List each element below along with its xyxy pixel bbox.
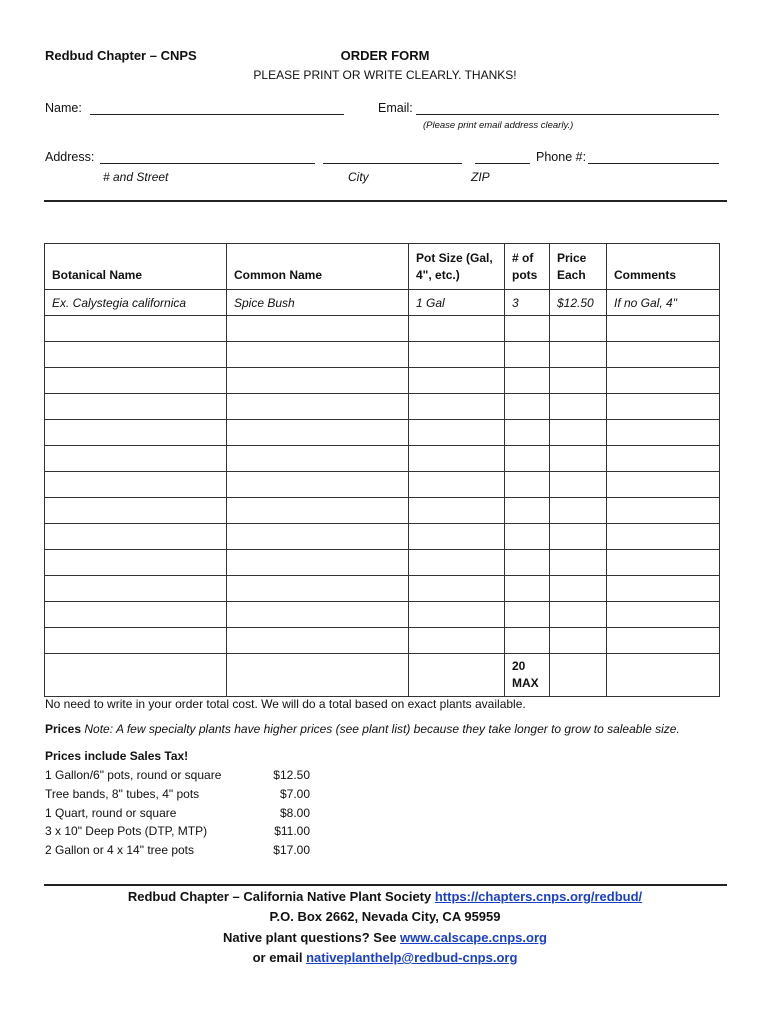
table-cell[interactable]	[607, 342, 720, 368]
table-row[interactable]	[45, 472, 720, 498]
email-label: Email:	[378, 101, 413, 115]
price-item: 2 Gallon or 4 x 14" tree pots	[45, 843, 195, 857]
table-cell[interactable]	[607, 628, 720, 654]
table-row[interactable]	[45, 602, 720, 628]
email-link[interactable]: nativeplanthelp@redbud-cnps.org	[306, 950, 518, 965]
table-cell[interactable]	[505, 550, 550, 576]
table-cell[interactable]	[505, 368, 550, 394]
table-cell[interactable]	[550, 446, 607, 472]
footer-address: P.O. Box 2662, Nevada City, CA 95959	[269, 909, 501, 924]
email-field[interactable]	[416, 114, 719, 115]
table-cell[interactable]	[607, 602, 720, 628]
col-num-pots: # of pots	[505, 244, 550, 290]
example-pot-size: 1 Gal	[409, 290, 505, 316]
table-cell[interactable]	[227, 342, 409, 368]
table-cell[interactable]	[607, 576, 720, 602]
table-cell[interactable]	[505, 316, 550, 342]
table-cell[interactable]	[550, 368, 607, 394]
example-row	[45, 290, 720, 316]
example-pots: 3	[505, 290, 550, 316]
table-cell[interactable]	[409, 342, 505, 368]
form-instruction: PLEASE PRINT OR WRITE CLEARLY. THANKS!	[253, 68, 517, 82]
zip-field[interactable]	[475, 163, 530, 164]
table-cell[interactable]	[227, 472, 409, 498]
col-comments: Comments	[607, 244, 720, 290]
table-cell[interactable]	[409, 654, 505, 697]
table-cell[interactable]	[550, 576, 607, 602]
footer-line-3	[0, 930, 770, 945]
price-row	[45, 843, 310, 857]
table-cell[interactable]	[227, 524, 409, 550]
table-cell[interactable]	[550, 420, 607, 446]
table-cell[interactable]	[505, 498, 550, 524]
table-cell[interactable]	[550, 524, 607, 550]
table-cell[interactable]	[45, 342, 227, 368]
price-value: $8.00	[279, 806, 310, 820]
price-row	[45, 787, 310, 801]
table-cell[interactable]	[45, 654, 227, 697]
table-cell[interactable]	[409, 628, 505, 654]
table-cell[interactable]	[505, 446, 550, 472]
price-row	[45, 768, 310, 782]
table-cell[interactable]	[227, 654, 409, 697]
phone-label: Phone #:	[536, 150, 587, 164]
table-cell[interactable]	[45, 446, 227, 472]
table-cell[interactable]	[409, 524, 505, 550]
table-row[interactable]	[45, 524, 720, 550]
price-item: 1 Quart, round or square	[45, 806, 177, 820]
price-value: $7.00	[279, 787, 310, 801]
footer-line-4	[0, 950, 770, 965]
table-cell[interactable]	[227, 498, 409, 524]
table-cell[interactable]	[45, 602, 227, 628]
tax-heading: Prices include Sales Tax!	[45, 749, 189, 763]
table-cell[interactable]	[550, 498, 607, 524]
form-title: ORDER FORM	[340, 48, 430, 63]
table-cell[interactable]	[550, 628, 607, 654]
prices-note	[45, 722, 680, 736]
table-cell[interactable]	[550, 394, 607, 420]
street-field[interactable]	[100, 163, 315, 164]
top-divider	[44, 200, 727, 202]
price-item: Tree bands, 8" tubes, 4" pots	[45, 787, 200, 801]
table-cell[interactable]	[607, 550, 720, 576]
example-botanical: Ex. Calystegia californica	[45, 290, 227, 316]
price-item: 1 Gallon/6" pots, round or square	[45, 768, 222, 782]
email-hint: (Please print email address clearly.)	[423, 120, 574, 131]
chapter-website-link[interactable]: https://chapters.cnps.org/redbud/	[434, 889, 643, 904]
footer-questions-text: Native plant questions? See	[223, 930, 397, 945]
table-cell[interactable]	[607, 498, 720, 524]
city-field[interactable]	[323, 163, 462, 164]
table-cell[interactable]	[227, 576, 409, 602]
table-cell[interactable]	[505, 394, 550, 420]
price-row	[45, 806, 310, 820]
name-field[interactable]	[90, 114, 344, 115]
example-price: $12.50	[550, 290, 607, 316]
table-cell[interactable]	[45, 498, 227, 524]
table-cell[interactable]	[505, 602, 550, 628]
table-cell[interactable]	[227, 602, 409, 628]
table-cell[interactable]	[409, 576, 505, 602]
table-row[interactable]	[45, 342, 720, 368]
table-row-last[interactable]	[45, 654, 720, 697]
phone-field[interactable]	[588, 163, 719, 164]
table-cell[interactable]	[45, 368, 227, 394]
table-cell[interactable]	[607, 524, 720, 550]
table-cell[interactable]	[227, 550, 409, 576]
table-cell[interactable]	[607, 420, 720, 446]
footer-org: Redbud Chapter – California Native Plant Society	[127, 889, 432, 904]
table-cell[interactable]	[505, 472, 550, 498]
table-cell[interactable]	[409, 446, 505, 472]
table-cell[interactable]	[227, 420, 409, 446]
col-pot-size: Pot Size (Gal, 4", etc.)	[409, 244, 505, 290]
table-cell[interactable]	[505, 342, 550, 368]
total-note: No need to write in your order total cost. We will do a total based on exact plants available.	[45, 697, 526, 711]
col-common-name: Common Name	[227, 244, 409, 290]
footer-line-1	[0, 889, 770, 904]
table-cell[interactable]	[45, 394, 227, 420]
price-value: $11.00	[274, 824, 310, 838]
city-hint: City	[348, 170, 369, 184]
table-row[interactable]	[45, 420, 720, 446]
table-row[interactable]	[45, 316, 720, 342]
table-row[interactable]	[45, 446, 720, 472]
table-cell[interactable]	[550, 550, 607, 576]
example-common: Spice Bush	[227, 290, 409, 316]
table-cell[interactable]	[607, 472, 720, 498]
table-cell[interactable]	[550, 472, 607, 498]
prices-label: Prices	[45, 722, 82, 736]
table-cell[interactable]	[505, 576, 550, 602]
table-cell[interactable]	[409, 316, 505, 342]
street-hint: # and Street	[103, 170, 169, 184]
bottom-divider	[44, 884, 727, 886]
max-pots-note: 20 MAX	[505, 654, 550, 697]
table-cell[interactable]	[550, 654, 607, 697]
table-cell[interactable]	[227, 446, 409, 472]
table-cell[interactable]	[45, 316, 227, 342]
table-row[interactable]	[45, 394, 720, 420]
table-cell[interactable]	[227, 394, 409, 420]
table-cell[interactable]	[45, 420, 227, 446]
table-row[interactable]	[45, 550, 720, 576]
name-label: Name:	[45, 101, 82, 115]
table-cell[interactable]	[505, 628, 550, 654]
table-cell[interactable]	[550, 316, 607, 342]
price-item: 3 x 10" Deep Pots (DTP, MTP)	[45, 824, 208, 838]
table-cell[interactable]	[607, 654, 720, 697]
table-cell[interactable]	[505, 524, 550, 550]
prices-note-text: Note: A few specialty plants have higher prices (see plant list) because they take longer to grow to saleable size.	[84, 722, 680, 736]
table-row[interactable]	[45, 498, 720, 524]
table-cell[interactable]	[227, 316, 409, 342]
col-price-each: Price Each	[550, 244, 607, 290]
table-cell[interactable]	[550, 602, 607, 628]
table-cell[interactable]	[45, 472, 227, 498]
table-cell[interactable]	[227, 628, 409, 654]
table-cell[interactable]	[550, 342, 607, 368]
price-value: $17.00	[273, 843, 310, 857]
table-cell[interactable]	[45, 524, 227, 550]
calscape-link[interactable]: www.calscape.cnps.org	[400, 930, 547, 945]
table-cell[interactable]	[409, 602, 505, 628]
zip-hint: ZIP	[471, 170, 490, 184]
table-cell[interactable]	[45, 628, 227, 654]
table-cell[interactable]	[607, 316, 720, 342]
table-cell[interactable]	[607, 368, 720, 394]
example-comments: If no Gal, 4"	[607, 290, 720, 316]
table-cell[interactable]	[227, 368, 409, 394]
table-header-row	[45, 244, 720, 290]
price-row	[45, 824, 310, 838]
chapter-name: Redbud Chapter – CNPS	[45, 48, 197, 63]
price-value: $12.50	[273, 768, 310, 782]
table-row[interactable]	[45, 368, 720, 394]
table-cell[interactable]	[409, 472, 505, 498]
order-table	[44, 243, 720, 697]
table-cell[interactable]	[45, 576, 227, 602]
table-row[interactable]	[45, 628, 720, 654]
table-cell[interactable]	[409, 394, 505, 420]
table-cell[interactable]	[45, 550, 227, 576]
table-cell[interactable]	[409, 368, 505, 394]
table-cell[interactable]	[409, 498, 505, 524]
table-row[interactable]	[45, 576, 720, 602]
table-cell[interactable]	[505, 420, 550, 446]
col-botanical-name: Botanical Name	[45, 244, 227, 290]
table-cell[interactable]	[409, 550, 505, 576]
table-cell[interactable]	[607, 394, 720, 420]
address-label: Address:	[45, 150, 95, 164]
table-cell[interactable]	[409, 420, 505, 446]
footer-email-text: or email	[252, 950, 303, 965]
table-cell[interactable]	[607, 446, 720, 472]
